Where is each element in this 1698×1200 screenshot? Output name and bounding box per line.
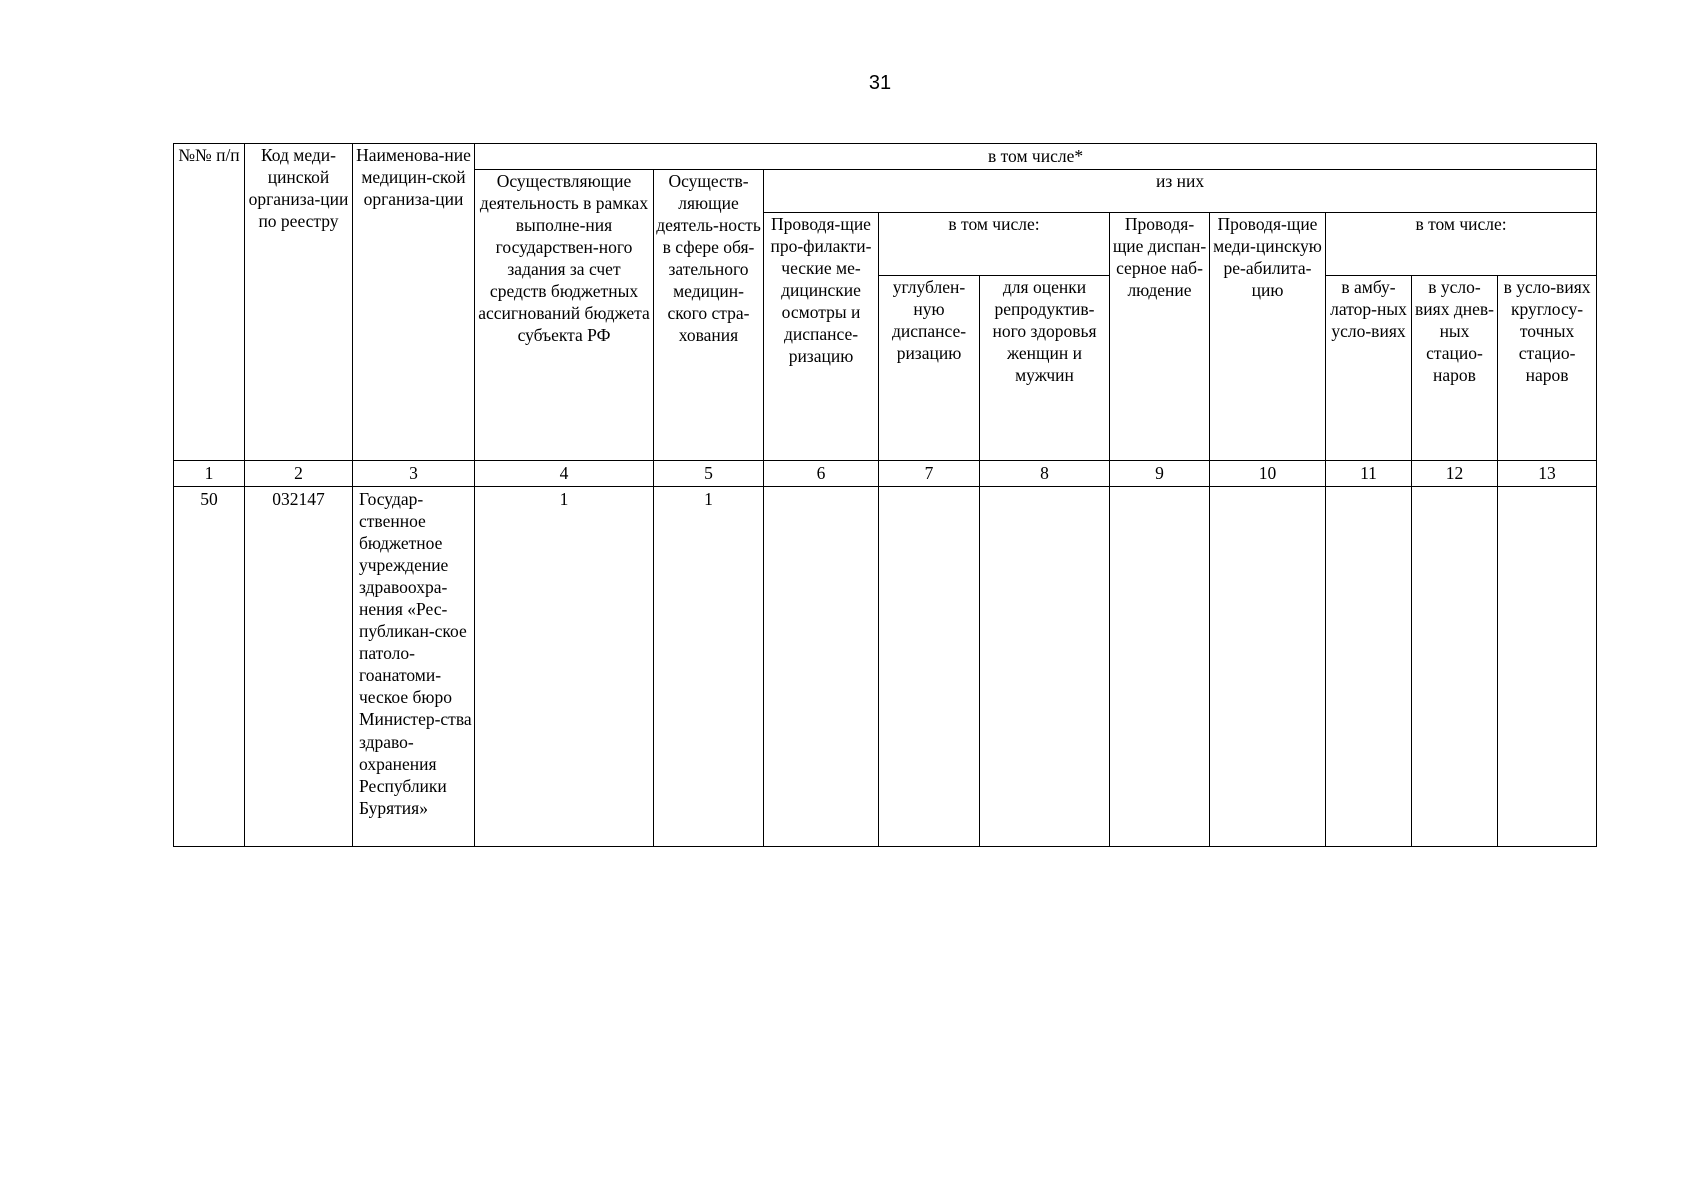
header-checkups: Проводя-щие про-филакти-ческие ме-дицинские осмотры и диспансе-ризацию	[764, 213, 879, 461]
row-disp-observation-value	[1110, 487, 1210, 847]
header-disp-observation: Проводя-щие диспан-серное наб-людение	[1110, 213, 1210, 461]
header-state-task: Осуществляющие деятельность в рамках выполне-ния государствен-ного задания за счет средств бюджетных ассигнований бюджета субъекта РФ	[475, 170, 654, 461]
header-reproductive: для оценки репродуктив-ного здоровья женщин и мужчин	[980, 276, 1110, 461]
row-oms-value: 1	[654, 487, 764, 847]
column-number: 1	[174, 461, 245, 487]
header-including-b: в том числе:	[1326, 213, 1597, 276]
column-number: 9	[1110, 461, 1210, 487]
header-in-total: в том числе*	[475, 144, 1597, 170]
row-day-hospital-value	[1412, 487, 1498, 847]
table-row	[174, 487, 1597, 847]
row-reproductive-value	[980, 487, 1110, 847]
row-code: 032147	[245, 487, 353, 847]
row-checkups-value	[764, 487, 879, 847]
column-number: 2	[245, 461, 353, 487]
page-number: 31	[868, 72, 892, 94]
column-number: 3	[353, 461, 475, 487]
column-number: 12	[1412, 461, 1498, 487]
column-number: 13	[1498, 461, 1597, 487]
column-number: 10	[1210, 461, 1326, 487]
column-number: 5	[654, 461, 764, 487]
column-number: 8	[980, 461, 1110, 487]
header-oms: Осуществ-ляющие деятель-ность в сфере обя-зательного медицин-ского стра-хования	[654, 170, 764, 461]
row-outpatient-value	[1326, 487, 1412, 847]
header-code: Код меди-цинской организа-ции по реестру	[245, 144, 353, 461]
column-number: 6	[764, 461, 879, 487]
column-number: 4	[475, 461, 654, 487]
row-org-name: Государ-ственное бюджетное учреждение здравоохра-нения «Рес-публикан-ское патоло-гоанатоми-ческое бюро Министер-ства здраво-охранения Республики Бурятия»	[353, 487, 475, 847]
row-round-clock-value	[1498, 487, 1597, 847]
row-rehab-value	[1210, 487, 1326, 847]
header-org-name: Наименова-ние медицин-ской организа-ции	[353, 144, 475, 461]
header-deep-disp: углублен-ную диспансе-ризацию	[879, 276, 980, 461]
column-number: 7	[879, 461, 980, 487]
header-round-clock: в усло-виях круглосу-точных стацио-наров	[1498, 276, 1597, 461]
header-num: №№ п/п	[174, 144, 245, 461]
header-day-hospital: в усло-виях днев-ных стацио-наров	[1412, 276, 1498, 461]
header-of-them: из них	[764, 170, 1597, 213]
header-outpatient: в амбу-латор-ных усло-виях	[1326, 276, 1412, 461]
column-number-row	[174, 461, 1597, 487]
row-deep-disp-value	[879, 487, 980, 847]
row-num: 50	[174, 487, 245, 847]
column-number: 11	[1326, 461, 1412, 487]
header-including-a: в том числе:	[879, 213, 1110, 276]
row-state-task-value: 1	[475, 487, 654, 847]
header-rehab: Проводя-щие меди-цинскую ре-абилита-цию	[1210, 213, 1326, 461]
medical-organizations-table	[173, 143, 1597, 847]
